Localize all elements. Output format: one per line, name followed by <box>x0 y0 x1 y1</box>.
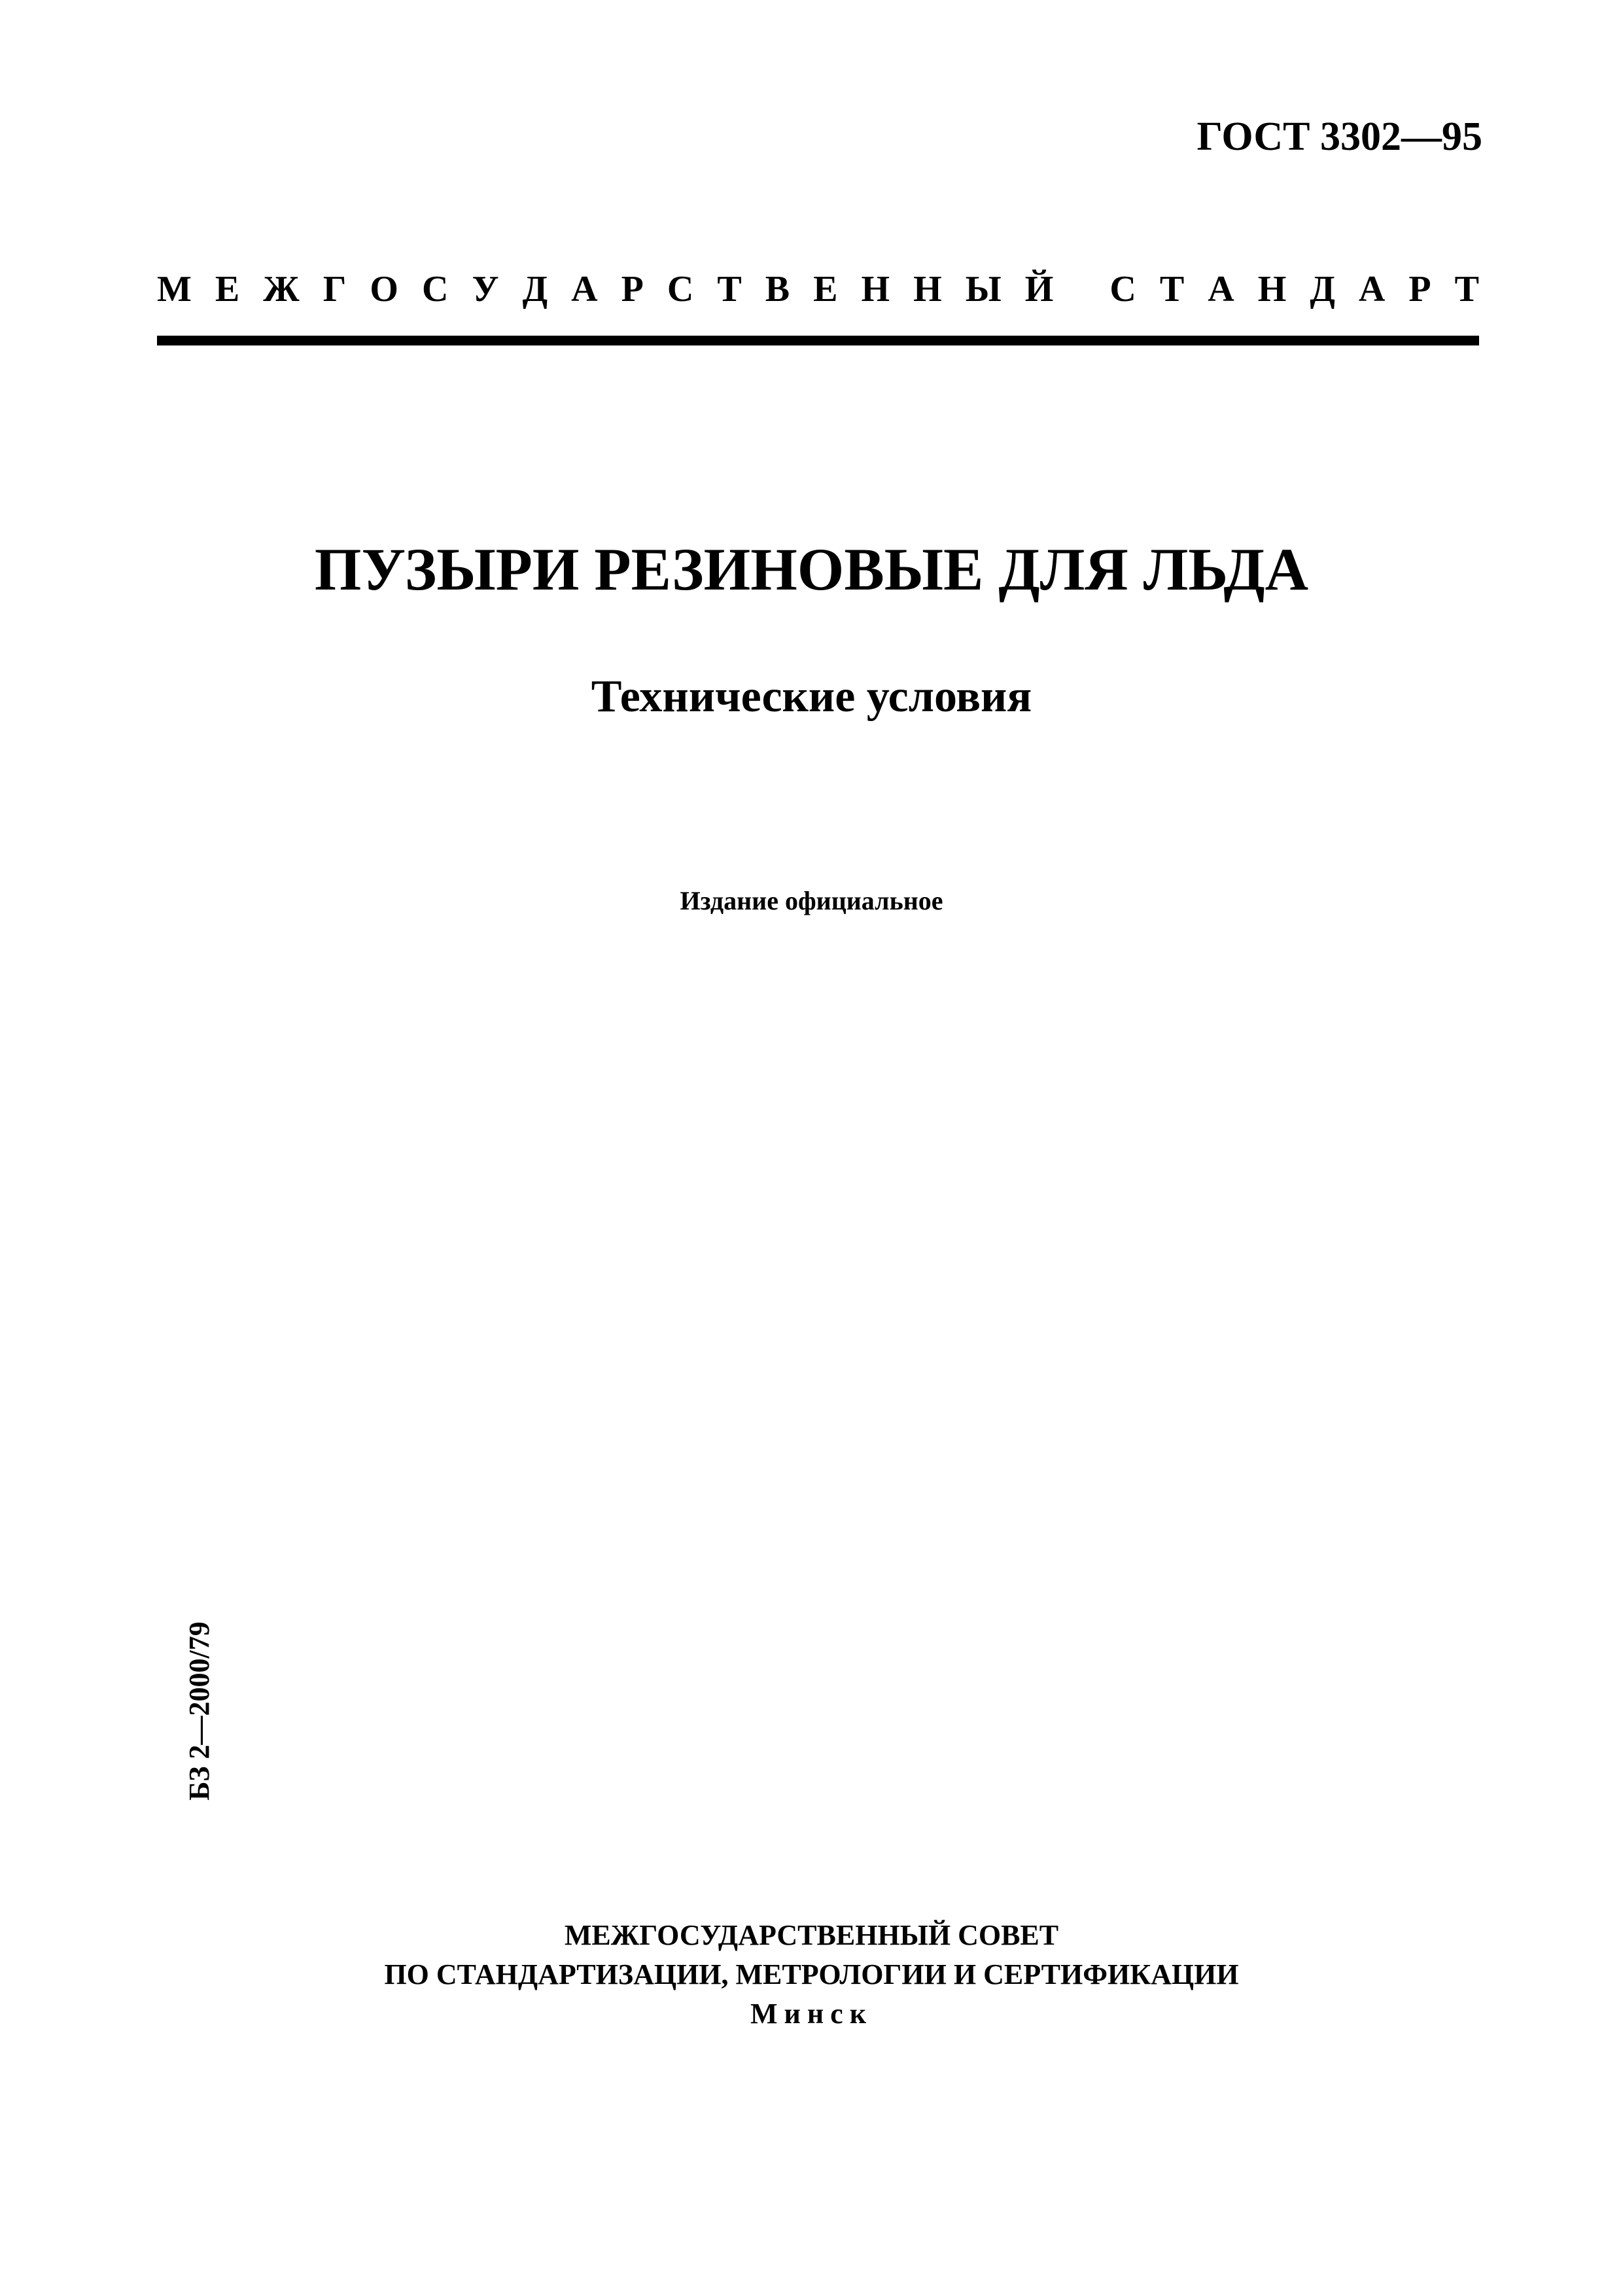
heading-letter: О <box>370 269 398 309</box>
heading-letter: Ж <box>263 269 300 309</box>
heading-letter: А <box>1208 269 1234 309</box>
heading-letter: Р <box>1408 269 1431 309</box>
heading-rule <box>157 336 1479 345</box>
heading-letter: С <box>1109 269 1136 309</box>
document-subtitle: Технические условия <box>591 671 1032 722</box>
heading-letter: Й <box>1024 269 1054 309</box>
heading-word-gap <box>1077 266 1086 312</box>
heading-letter: Р <box>621 269 644 309</box>
heading-letter: У <box>472 269 499 309</box>
heading-letter: Т <box>717 269 742 309</box>
publisher-line-2: ПО СТАНДАРТИЗАЦИИ, МЕТРОЛОГИИ И СЕРТИФИКАЦИИ <box>384 1958 1239 1990</box>
document-number: ГОСТ 3302—95 <box>1196 115 1482 159</box>
heading-letter: Т <box>1454 269 1479 309</box>
heading-letter: С <box>667 269 694 309</box>
document-title: ПУЗЫРИ РЕЗИНОВЫЕ ДЛЯ ЛЬДА <box>314 536 1309 603</box>
heading-letter: Д <box>522 269 548 309</box>
heading-letter: Ы <box>965 269 1002 309</box>
standard-type-heading <box>157 266 1479 312</box>
heading-letter: Н <box>1257 269 1287 309</box>
heading-letter: Т <box>1159 269 1185 309</box>
heading-letter: Е <box>215 269 240 309</box>
heading-letter: А <box>1358 269 1386 309</box>
heading-letter: С <box>421 269 449 309</box>
edition-label: Издание официальное <box>680 886 943 915</box>
heading-letter: Д <box>1310 269 1335 309</box>
publisher-block <box>0 1916 1623 2034</box>
heading-letter: В <box>765 269 790 309</box>
publisher-city: Минск <box>750 1998 873 2030</box>
heading-letter: Н <box>861 269 890 309</box>
heading-letter: М <box>157 269 192 309</box>
heading-letter: Г <box>323 269 347 309</box>
heading-letter: Н <box>913 269 942 309</box>
publisher-line-1: МЕЖГОСУДАРСТВЕННЫЙ СОВЕТ <box>564 1919 1059 1951</box>
heading-letter: Е <box>813 269 838 309</box>
heading-letter: А <box>571 269 598 309</box>
side-code: БЗ 2—2000/79 <box>183 1621 215 1801</box>
